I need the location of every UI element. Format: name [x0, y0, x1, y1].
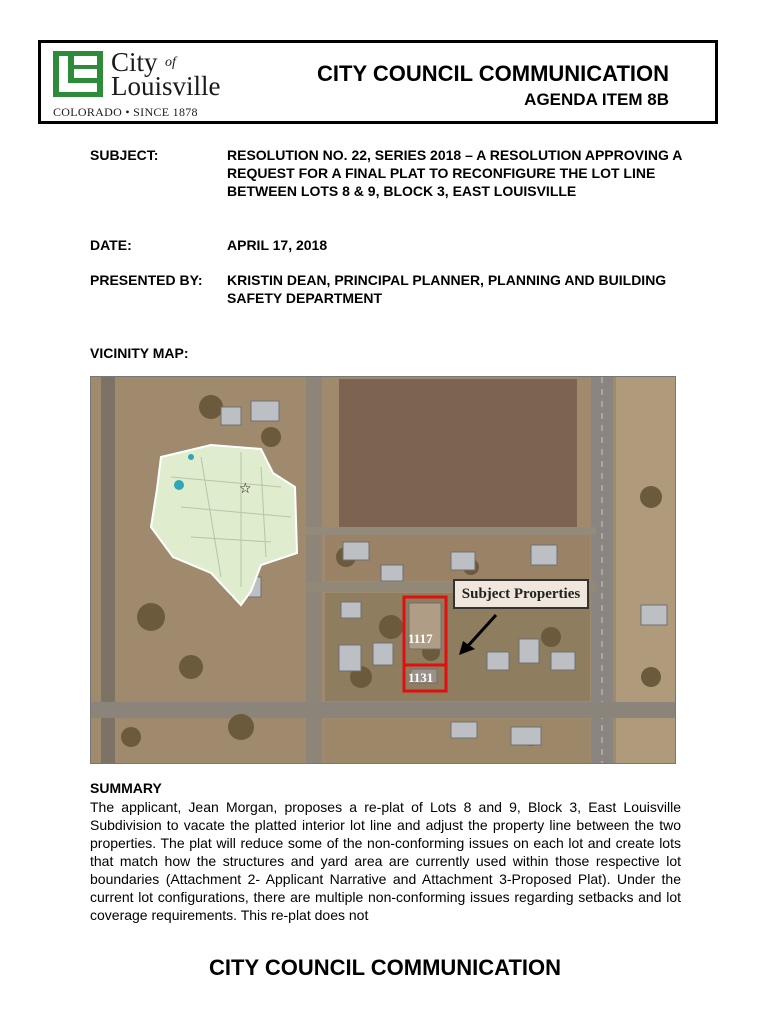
presented-by-value: KRISTIN DEAN, PRINCIPAL PLANNER, PLANNING AND BUILDING SAFETY DEPARTMENT	[227, 272, 667, 306]
svg-text:☆: ☆	[239, 481, 252, 497]
subject-label: SUBJECT:	[90, 147, 159, 163]
agenda-item: AGENDA ITEM 8B	[524, 90, 669, 109]
logo-city-text: City	[111, 47, 158, 77]
city-logo	[53, 49, 243, 119]
logo-louisville-text: Louisville	[111, 71, 221, 101]
subject-value: RESOLUTION NO. 22, SERIES 2018 – A RESOLUTION APPROVING A REQUEST FOR A FINAL PLAT TO RECONFIGURE THE LOT LINE BETWEEN LOTS 8 & 9, BLOCK 3, EAST LOUISVILLE	[227, 147, 682, 199]
document-title: CITY COUNCIL COMMUNICATION	[317, 61, 669, 86]
lot-label-1117: 1117	[408, 631, 433, 646]
vicinity-map-label: VICINITY MAP:	[90, 345, 189, 361]
callout-text: Subject Properties	[461, 585, 581, 602]
presented-by-label: PRESENTED BY:	[90, 272, 203, 288]
city-logo-icon	[53, 51, 103, 97]
aerial-map-image	[91, 377, 676, 764]
lot-label-1131: 1131	[408, 670, 434, 685]
summary-heading: SUMMARY	[90, 780, 162, 796]
summary-body: The applicant, Jean Morgan, proposes a re-plat of Lots 8 and 9, Block 3, East Louisville Subdivision to vacate the platted interior lot line and adjust the property line between the two properties. The plat will reduce some of the non-conforming issues on each lot and create lots that match how the structures and yard area are currently used within those respective lot boundaries (Attachment 2- Applicant Narrative and Attachment 3-Proposed Plat). Under the current lot configurations, there are multiple non-conforming issues regarding setbacks and lot coverage requirements. This re-plat does not	[90, 799, 681, 923]
subject-properties-callout	[453, 579, 589, 609]
vicinity-map	[90, 376, 676, 764]
header-box	[38, 40, 718, 124]
date-label: DATE:	[90, 237, 132, 253]
logo-of-text: of	[165, 55, 176, 70]
date-value: APRIL 17, 2018	[227, 237, 328, 253]
footer-title: CITY COUNCIL COMMUNICATION	[209, 955, 561, 980]
logo-tagline: COLORADO • SINCE 1878	[53, 105, 198, 119]
